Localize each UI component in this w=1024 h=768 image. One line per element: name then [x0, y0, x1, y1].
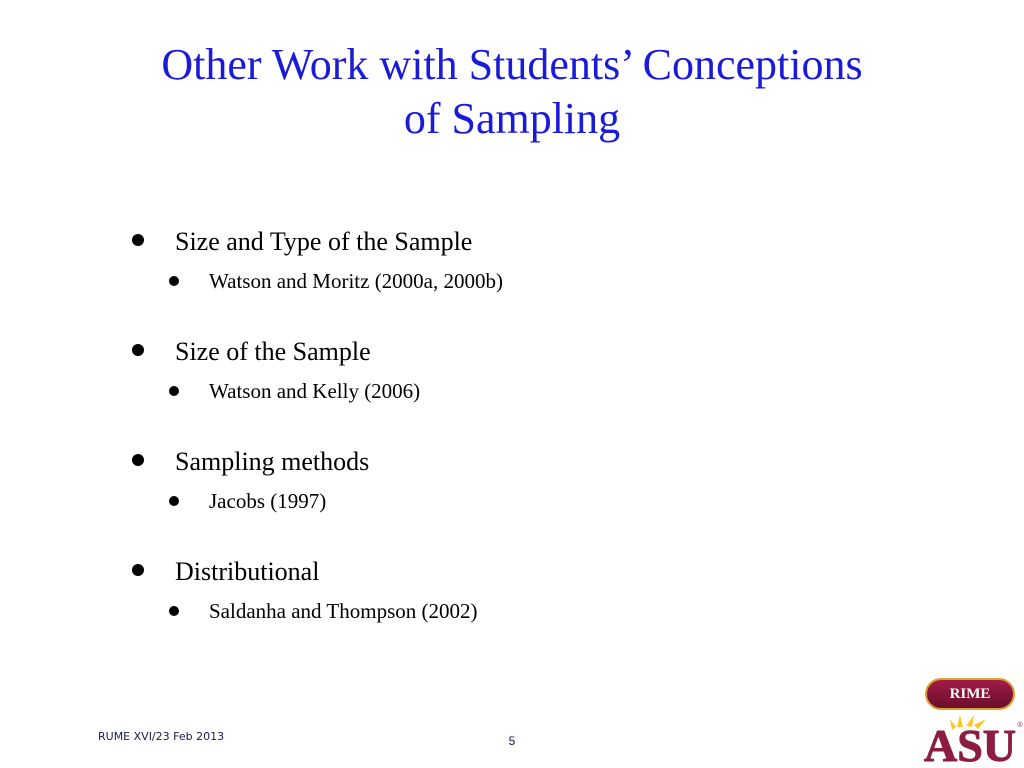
asu-logo-letters: ASU [923, 720, 1017, 765]
bullet-list [128, 222, 928, 662]
bullet-dot-icon [132, 234, 144, 246]
sub-bullet-text: Jacobs (1997) [209, 489, 327, 513]
bullet-dot-icon [132, 344, 144, 356]
sub-bullet-text: Watson and Moritz (2000a, 2000b) [209, 269, 503, 293]
bullet-item [128, 222, 928, 262]
bullet-dot-icon [169, 276, 179, 286]
bullet-text: Size and Type of the Sample [175, 227, 473, 256]
sub-bullet-item [128, 262, 928, 332]
page-number: 5 [508, 734, 516, 748]
footer-conference-label: RUME XVI/23 Feb 2013 [98, 730, 225, 743]
rime-badge-logo: RIME [925, 678, 1015, 710]
sub-bullet-item [128, 372, 928, 442]
bullet-dot-icon [169, 386, 179, 396]
bullet-item [128, 332, 928, 372]
sub-bullet-item [128, 592, 928, 662]
sub-bullet-text: Saldanha and Thompson (2002) [209, 599, 478, 623]
asu-logo [920, 713, 1024, 765]
slide-title-line-2: of Sampling [403, 94, 621, 143]
bullet-dot-icon [169, 606, 179, 616]
sub-bullet-item [128, 482, 928, 552]
bullet-item [128, 442, 928, 482]
bullet-text: Sampling methods [175, 447, 370, 476]
slide-title-line-1: Other Work with Students’ Conceptions [161, 40, 863, 89]
bullet-dot-icon [169, 496, 179, 506]
sub-bullet-text: Watson and Kelly (2006) [209, 379, 421, 403]
slide-title [40, 38, 984, 146]
bullet-dot-icon [132, 564, 144, 576]
bullet-text: Size of the Sample [175, 337, 371, 366]
bullet-text: Distributional [175, 557, 320, 586]
registered-mark-icon: ® [1017, 722, 1023, 729]
bullet-item [128, 552, 928, 592]
bullet-dot-icon [132, 454, 144, 466]
